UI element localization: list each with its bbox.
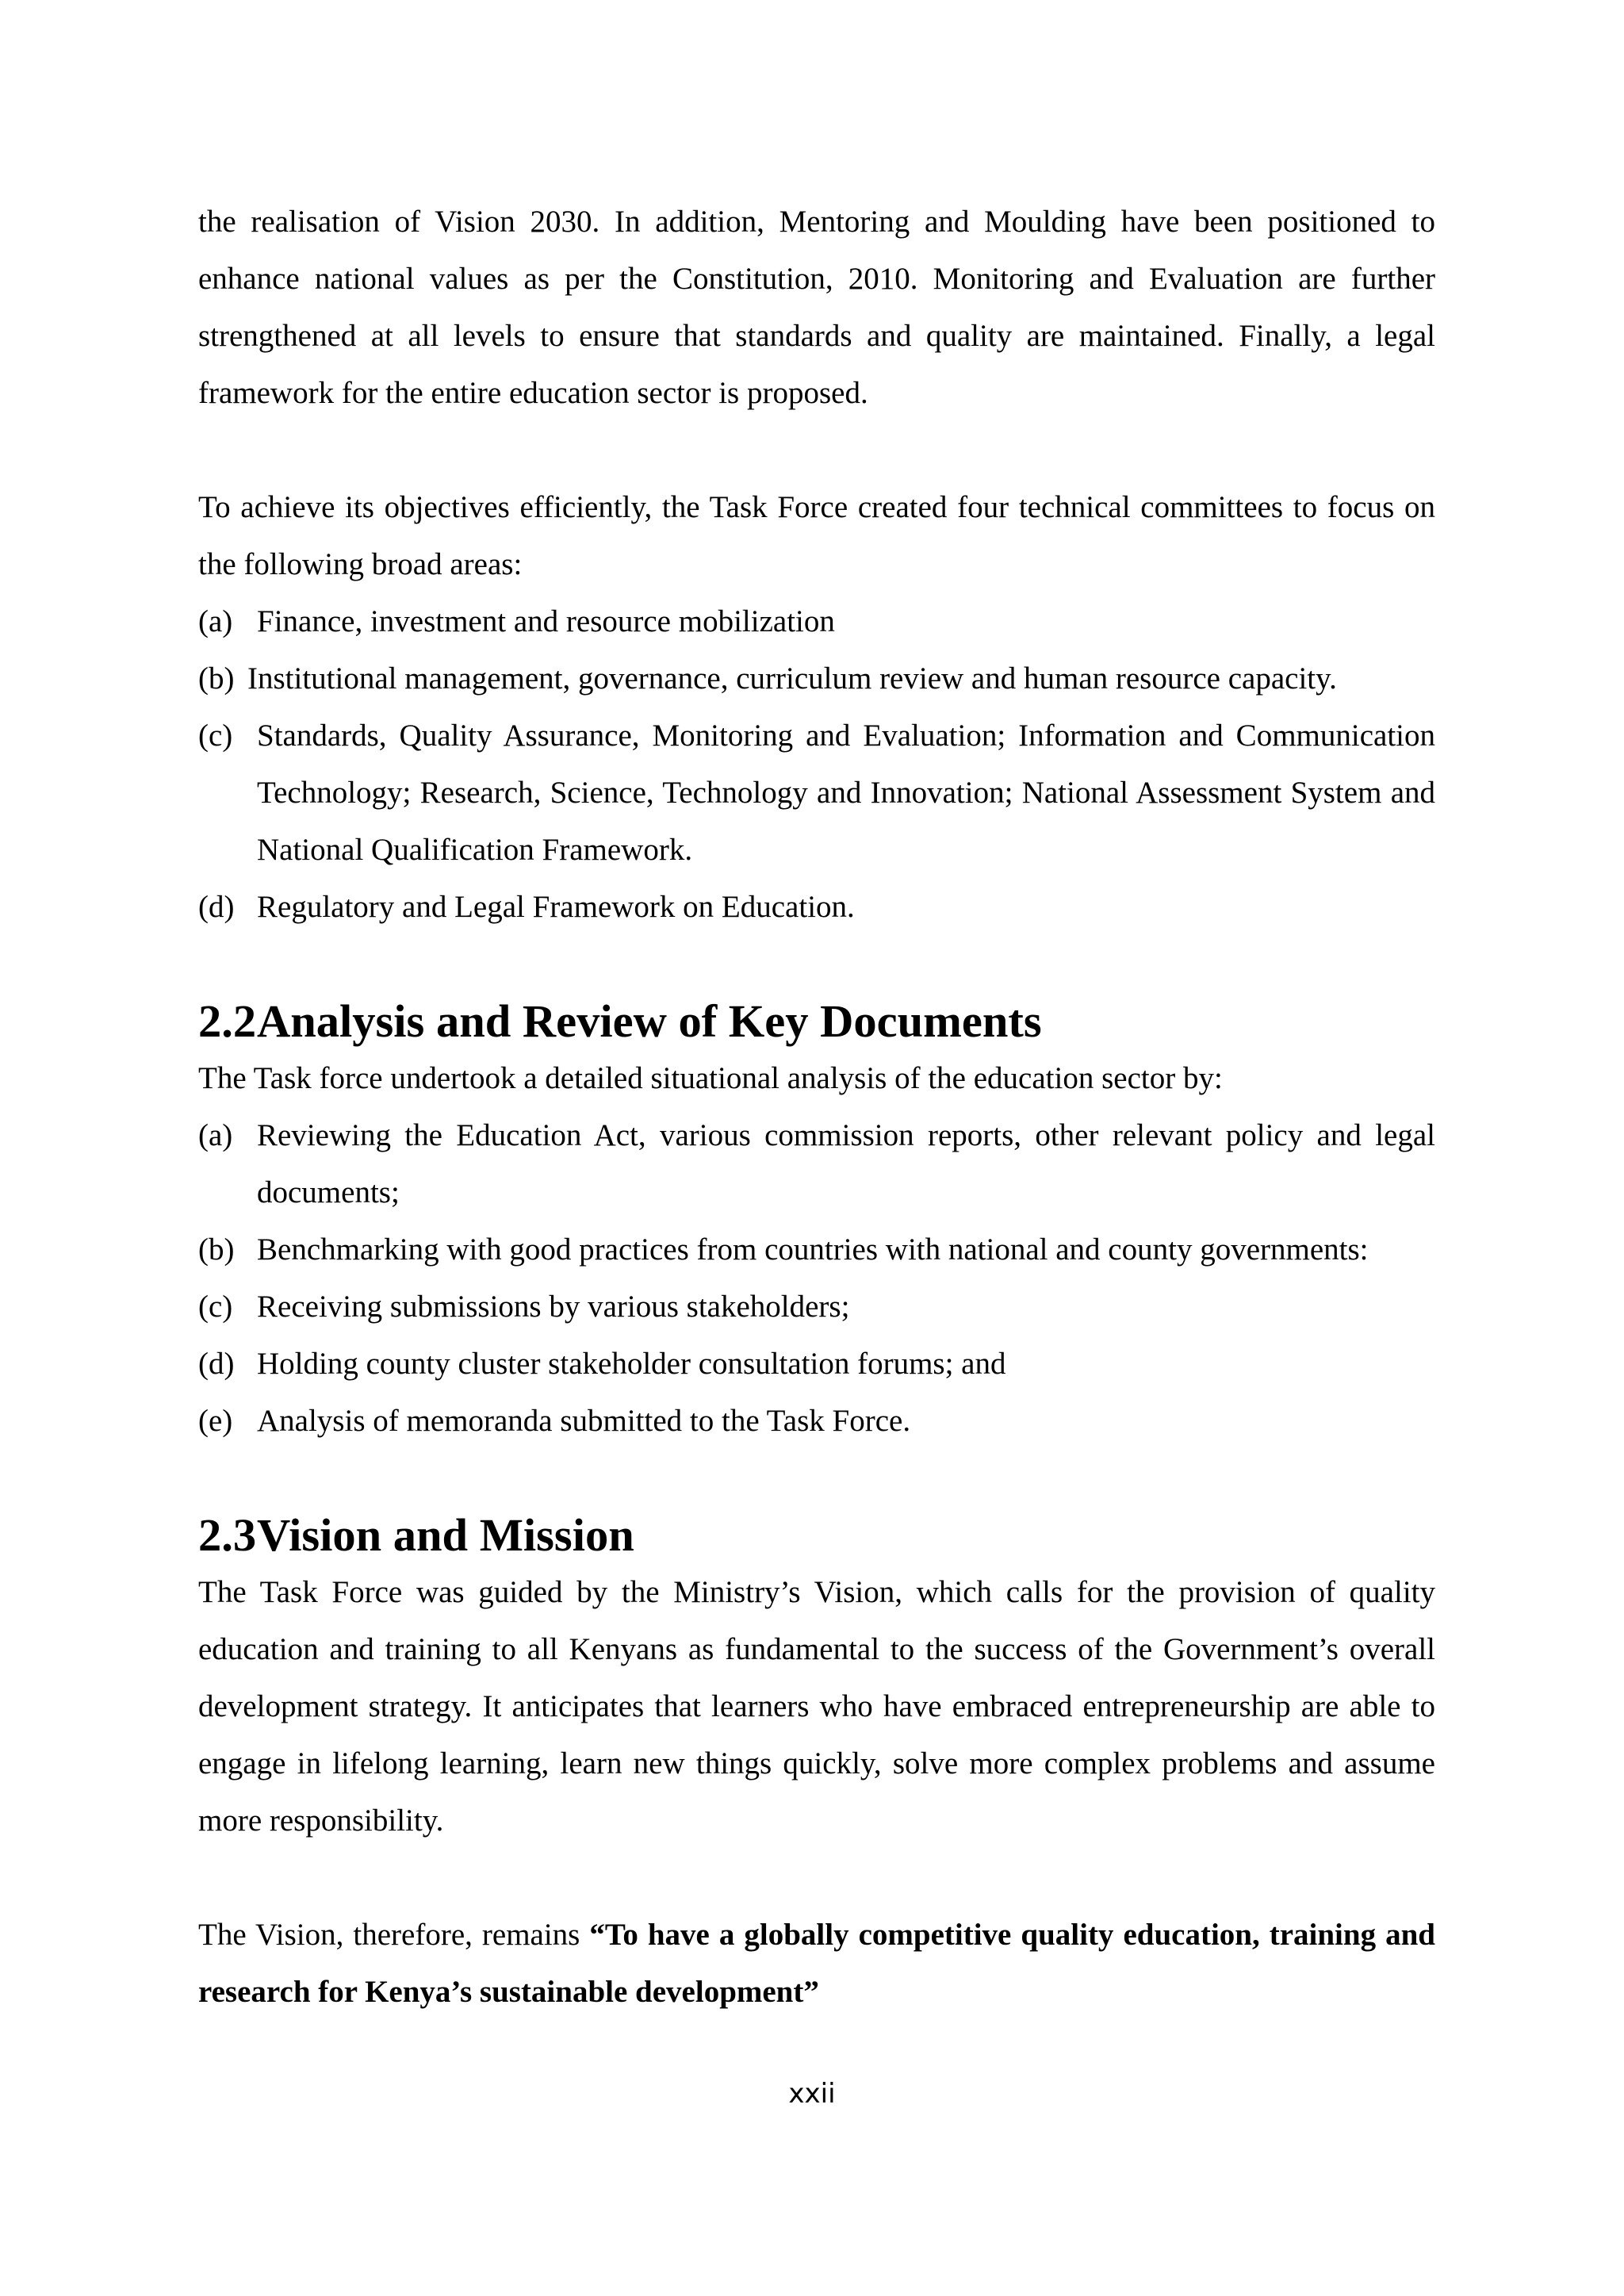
page-number: xxii	[788, 2078, 836, 2110]
list-item	[198, 1221, 1435, 1278]
list-marker: (a)	[198, 604, 233, 638]
list-item	[198, 1393, 1435, 1450]
list-marker: (a)	[198, 1118, 233, 1152]
list-marker: (d)	[198, 890, 235, 924]
list-item-text: Analysis of memoranda submitted to the Task Force.	[257, 1404, 911, 1438]
spacer	[198, 1849, 1435, 1907]
list-item	[198, 650, 1435, 707]
vision-statement: “To have a globally competitive quality education, training and research for Kenya’s sustainable development”	[198, 1918, 1435, 2009]
list-item-text: Holding county cluster stakeholder consultation forums; and	[257, 1347, 1006, 1381]
list-marker: (d)	[198, 1347, 235, 1381]
list-marker: (e)	[198, 1404, 233, 1438]
list-item	[198, 707, 1435, 879]
list-marker: (b)	[198, 661, 235, 696]
list-item	[198, 1107, 1435, 1221]
list-item	[198, 879, 1435, 936]
list-marker: (c)	[198, 719, 233, 753]
list-item	[198, 1336, 1435, 1393]
section-title: Analysis and Review of Key Documents	[257, 995, 1042, 1047]
list-item	[198, 1278, 1435, 1336]
analysis-list	[198, 1107, 1435, 1450]
document-page	[198, 194, 1435, 2021]
list-item-text: Reviewing the Education Act, various commission reports, other relevant policy and legal documents;	[257, 1118, 1435, 1209]
section-heading-2-3	[198, 1507, 1435, 1564]
section-heading-2-2	[198, 993, 1435, 1050]
section-2-2-intro: The Task force undertook a detailed situational analysis of the education sector by:	[198, 1061, 1223, 1095]
vision-paragraph	[198, 1907, 1435, 2021]
intro-paragraph: the realisation of Vision 2030. In addition, Mentoring and Moulding have been positioned to enhance national values as per the Constitution, 2010. Monitoring and Evaluation are further strengthened at all levels to ensure that standards and quality are maintained. Finally, a legal framework for the entire education sector is proposed.	[198, 205, 1435, 410]
list-item-text: Regulatory and Legal Framework on Education.	[257, 890, 855, 924]
list-item-text: Benchmarking with good practices from countries with national and county governments:	[257, 1232, 1369, 1267]
list-item-text: Institutional management, governance, curriculum review and human resource capacity.	[247, 661, 1337, 696]
committees-list	[198, 593, 1435, 936]
spacer	[198, 936, 1435, 993]
list-item-text: Finance, investment and resource mobilization	[257, 604, 835, 638]
vision-lead: The Vision, therefore, remains	[198, 1918, 590, 1952]
section-number: 2.3	[198, 1509, 257, 1561]
spacer	[198, 1450, 1435, 1507]
spacer	[198, 422, 1435, 479]
section-number: 2.2	[198, 995, 257, 1047]
committees-intro: To achieve its objectives efficiently, the Task Force created four technical committees to focus on the following broad areas:	[198, 490, 1435, 581]
list-marker: (c)	[198, 1290, 233, 1324]
section-2-3-paragraph: The Task Force was guided by the Ministry’s Vision, which calls for the provision of quality education and training to all Kenyans as fundamental to the success of the Government’s overall development strategy. It anticipates that learners who have embraced entrepreneurship are able to engage in lifelong learning, learn new things quickly, solve more complex problems and assume more responsibility.	[198, 1575, 1435, 1838]
section-title: Vision and Mission	[257, 1509, 634, 1561]
list-item-text: Receiving submissions by various stakeholders;	[257, 1290, 850, 1324]
list-marker: (b)	[198, 1232, 235, 1267]
list-item	[198, 593, 1435, 650]
list-item-text: Standards, Quality Assurance, Monitoring and Evaluation; Information and Communication Technology; Research, Science, Technology and Innovation; National Assessment System and National Qualification Framework.	[257, 719, 1435, 867]
